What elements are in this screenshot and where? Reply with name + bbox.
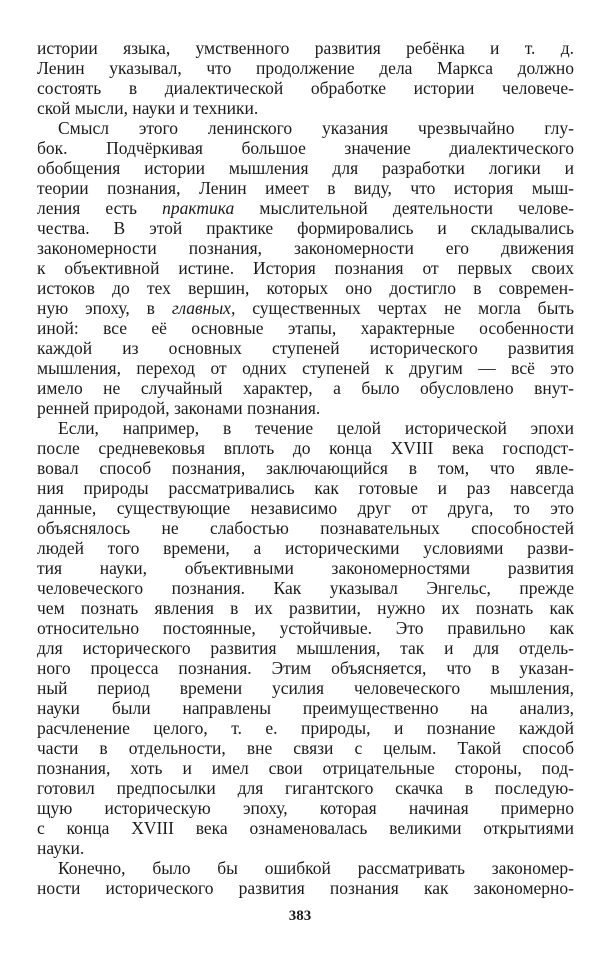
text-line: каждой из основных ступеней исторического развития <box>37 338 574 358</box>
text-line: тия науки, объективными закономерностями развития <box>37 558 574 578</box>
page-number: 383 <box>288 908 312 924</box>
text-line: людей того времени, а историческими условиями разви- <box>37 538 574 558</box>
paragraph <box>37 858 574 898</box>
text-line: бок. Подчёркивая большое значение диалектического <box>37 138 574 158</box>
text-line: с конца XVIII века ознаменовалась великими открытиями <box>37 818 574 838</box>
text-line: познания, хоть и имел свои отрицательные стороны, под- <box>37 758 574 778</box>
text-line: имело не случайный характер, а было обусловлено внут- <box>37 378 574 398</box>
text-line: части в отдельности, вне связи с целым. Такой способ <box>37 738 574 758</box>
text-line: теории познания, Ленин имеет в виду, что история мыш- <box>37 178 574 198</box>
text-line: Ленин указывал, что продолжение дела Маркса должно <box>37 58 574 78</box>
text-line: относительно постоянные, устойчивые. Это правильно как <box>37 618 574 638</box>
text-line: человеческого познания. Как указывал Энгельс, прежде <box>37 578 574 598</box>
text-line: расчленение целого, т. е. природы, и познание каждой <box>37 718 574 738</box>
text-line: мышления, переход от одних ступеней к другим — всё это <box>37 358 574 378</box>
text-line: ления есть практика мыслительной деятельности челове- <box>37 198 574 218</box>
text-line: данные, существующие независимо друг от друга, то это <box>37 498 574 518</box>
text-line: ренней природой, законами познания. <box>37 398 321 418</box>
text-line: Конечно, было бы ошибкой рассматривать закономер- <box>58 858 574 878</box>
paragraph <box>37 418 574 858</box>
text-line: науки были направлены преимущественно на анализ, <box>37 698 574 718</box>
body-text <box>37 38 574 898</box>
text-line: ской мысли, науки и техники. <box>37 98 259 118</box>
text-line: объяснялось не слабостью познавательных способностей <box>37 518 574 538</box>
text-line: истоков до тех вершин, которых оно достигло в современ- <box>37 278 574 298</box>
emphasized-word: главных, <box>171 298 236 318</box>
text-line: ного процесса познания. Этим объясняется, что в указан- <box>37 658 574 678</box>
text-line: для исторического развития мышления, так и для отдель- <box>37 638 574 658</box>
text-line: обобщения истории мышления для разработки логики и <box>37 158 574 178</box>
text-line: ности исторического развития познания как закономерно- <box>37 878 574 898</box>
text-line: к объективной истине. История познания от первых своих <box>37 258 574 278</box>
paragraph <box>37 38 574 118</box>
text-line: Если, например, в течение целой исторической эпохи <box>58 418 574 438</box>
text-line: ную эпоху, в главных, существенных чертах не могла быть <box>37 298 574 318</box>
text-line: после средневековья вплоть до конца XVIII века господст- <box>37 438 574 458</box>
text-line: чества. В этой практике формировались и складывались <box>37 218 574 238</box>
text-line: истории языка, умственного развития ребёнка и т. д. <box>37 38 574 58</box>
text-line: науки. <box>37 838 85 858</box>
text-line: щую историческую эпоху, которая начиная примерно <box>37 798 574 818</box>
text-line: иной: все её основные этапы, характерные особенности <box>37 318 574 338</box>
text-line: Смысл этого ленинского указания чрезвычайно глу- <box>58 118 574 138</box>
text-line: закономерности познания, закономерности его движения <box>37 238 574 258</box>
text-line: ный период времени усилия человеческого мышления, <box>37 678 574 698</box>
text-line: чем познать явления в их развитии, нужно их познать как <box>37 598 574 618</box>
text-line: ния природы рассматривались как готовые и раз навсегда <box>37 478 574 498</box>
text-line: вовал способ познания, заключающийся в том, что явле- <box>37 458 574 478</box>
paragraph <box>37 118 574 418</box>
emphasized-word: практика <box>162 198 235 218</box>
text-line: готовил предпосылки для гигантского скачка в последую- <box>37 778 574 798</box>
text-line: состоять в диалектической обработке истории человече- <box>37 78 574 98</box>
